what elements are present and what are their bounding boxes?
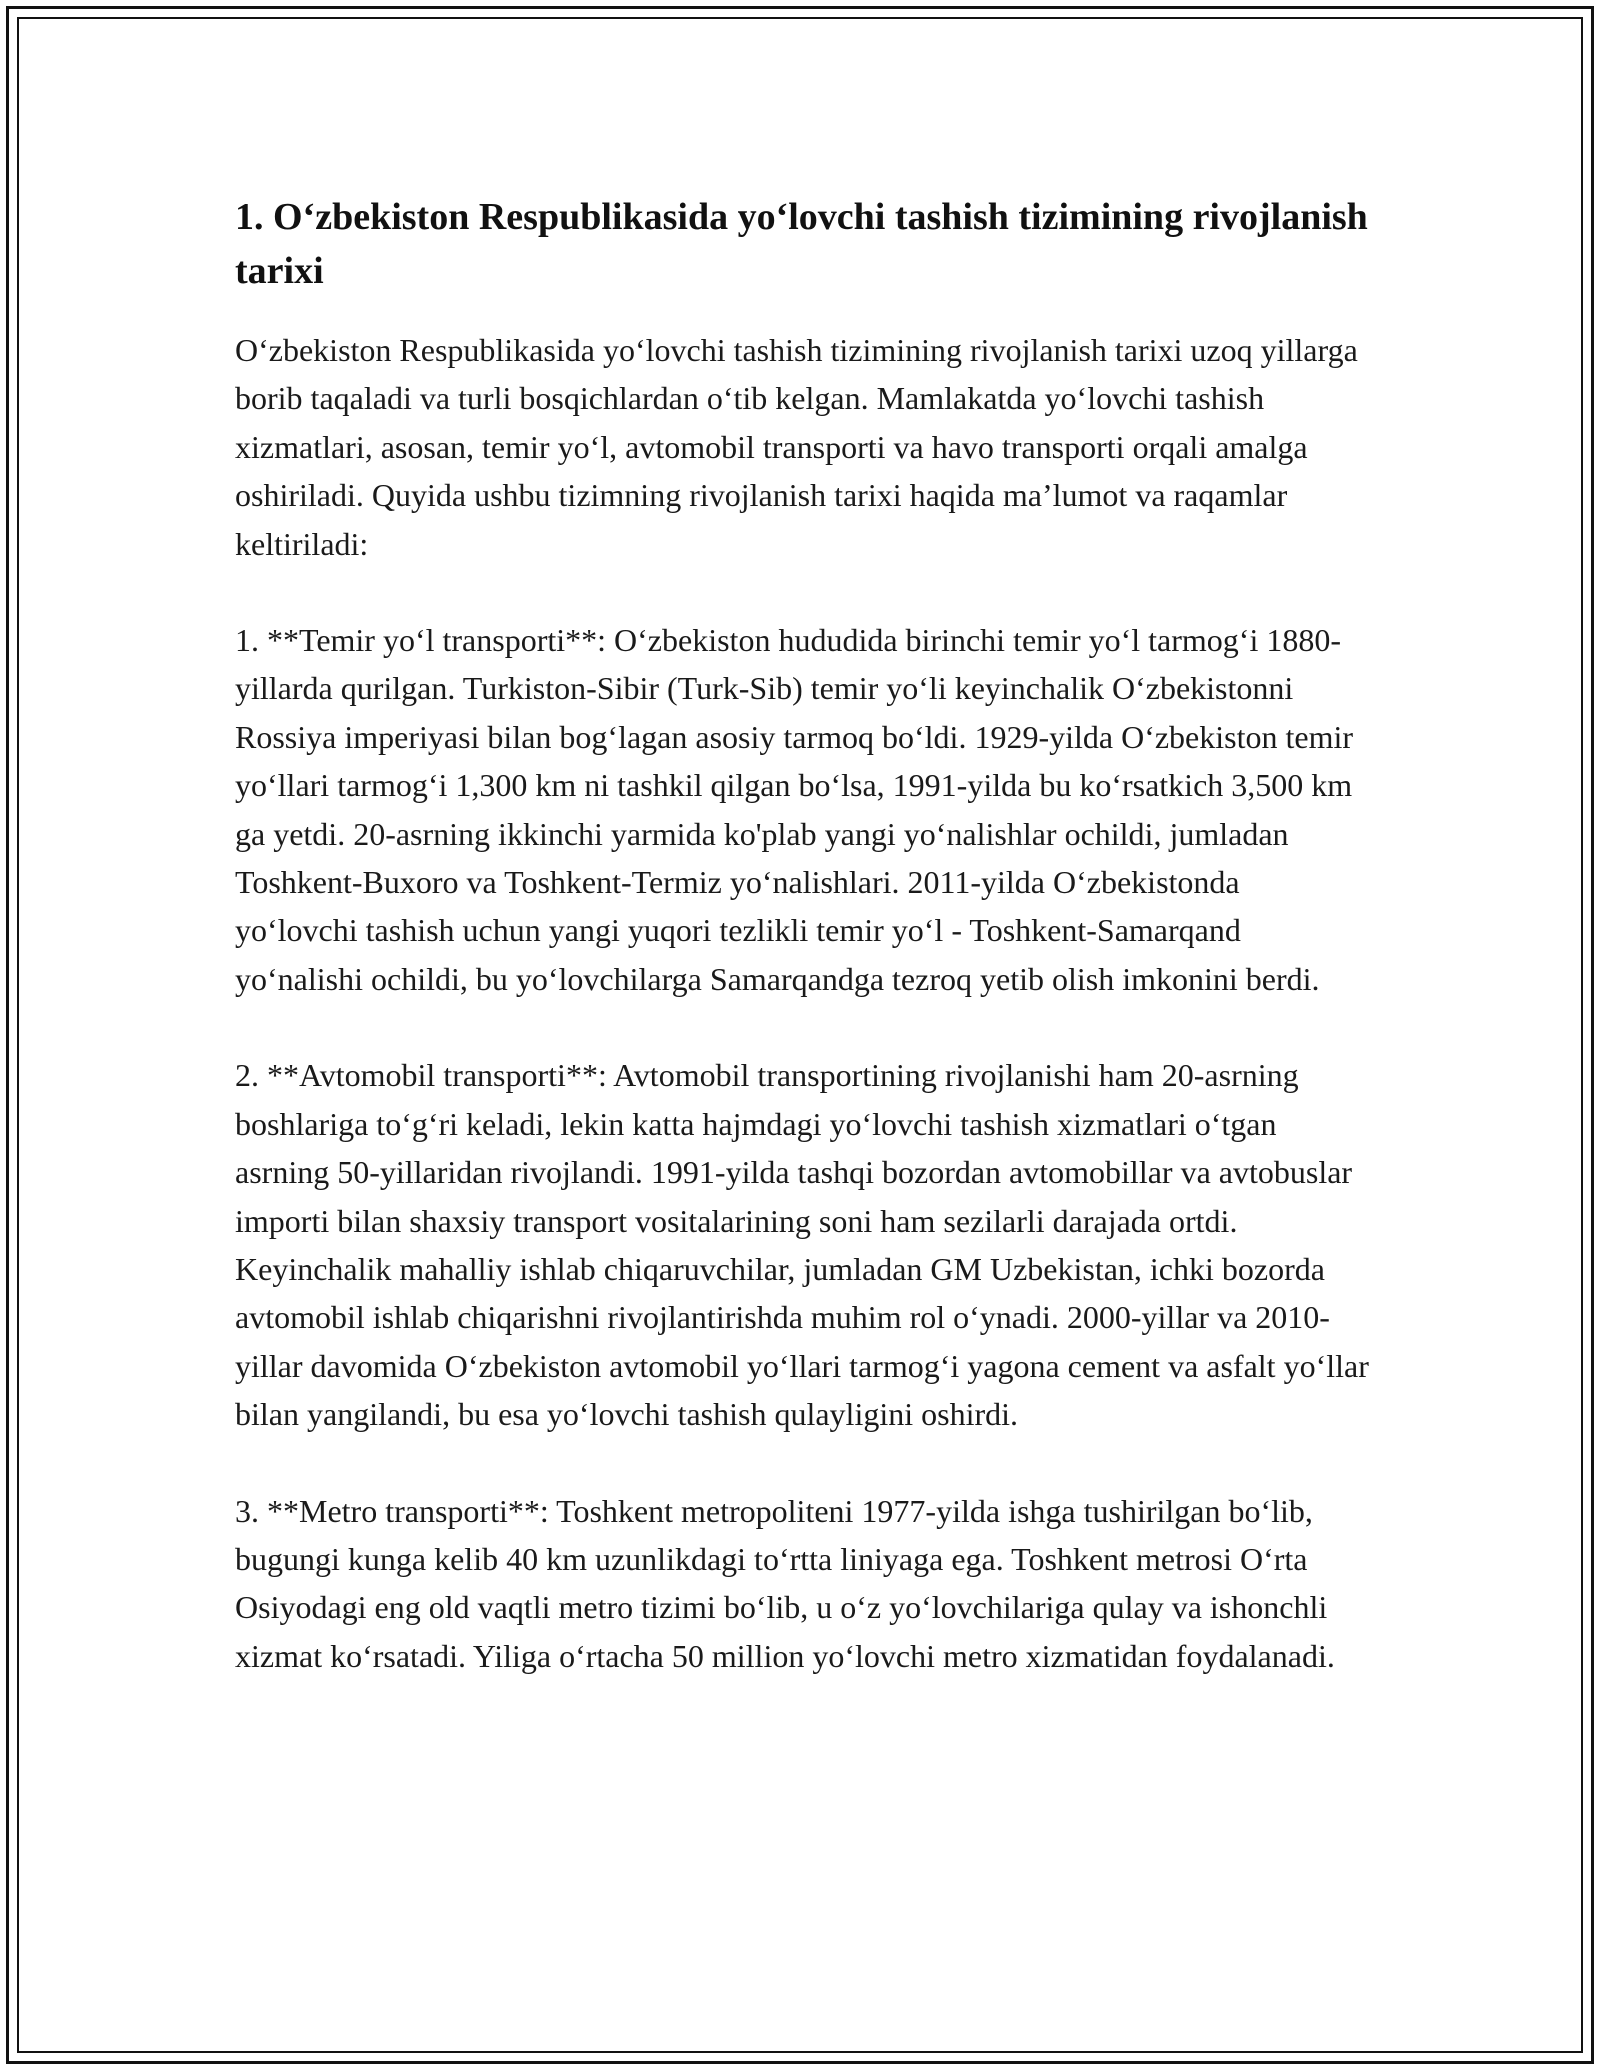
document-body	[235, 190, 1370, 1728]
paragraph-rail-transport: 1. **Temir yo‘l transporti**: O‘zbekiston hududida birinchi temir yo‘l tarmog‘i 1880-yillarda qurilgan. Turkiston-Sibir (Turk-Sib) temir yo‘li keyinchalik O‘zbekistonni Rossiya imperiyasi bilan bog‘lagan asosiy tarmoq bo‘ldi. 1929-yilda O‘zbekiston temir yo‘llari tarmog‘i 1,300 km ni tashkil qilgan bo‘lsa, 1991-yilda bu ko‘rsatkich 3,500 km ga yetdi. 20-asrning ikkinchi yarmida ko'plab yangi yo‘nalishlar ochildi, jumladan Toshkent-Buxoro va Toshkent-Termiz yo‘nalishlari. 2011-yilda O‘zbekistonda yo‘lovchi tashish uchun yangi yuqori tezlikli temir yo‘l - Toshkent-Samarqand yo‘nalishi ochildi, bu yo‘lovchilarga Samarqandga tezroq yetib olish imkonini berdi.	[235, 622, 1354, 997]
paragraph-road-transport: 2. **Avtomobil transporti**: Avtomobil transportining rivojlanishi ham 20-asrning boshlariga to‘g‘ri keladi, lekin katta hajmdagi yo‘lovchi tashish xizmatlari o‘tgan asrning 50-yillaridan rivojlandi. 1991-yilda tashqi bozordan avtomobillar va avtobuslar importi bilan shaxsiy transport vositalarining soni ham sezilarli darajada ortdi. Keyinchalik mahalliy ishlab chiqaruvchilar, jumladan GM Uzbekistan, ichki bozorda avtomobil ishlab chiqarishni rivojlantirishda muhim rol o‘ynadi. 2000-yillar va 2010-yillar davomida O‘zbekiston avtomobil yo‘llari tarmog‘i yagona cement va asfalt yo‘llar bilan yangilandi, bu esa yo‘lovchi tashish qulayligini oshirdi.	[235, 1057, 1369, 1433]
intro-paragraph: O‘zbekiston Respublikasida yo‘lovchi tashish tizimining rivojlanish tarixi uzoq yillarga borib taqaladi va turli bosqichlardan o‘tib kelgan. Mamlakatda yo‘lovchi tashish xizmatlari, asosan, temir yo‘l, avtomobil transporti va havo transporti orqali amalga oshiriladi. Quyida ushbu tizimning rivojlanish tarixi haqida ma’lumot va raqamlar keltiriladi:	[235, 332, 1358, 562]
section-heading: 1. O‘zbekiston Respublikasida yo‘lovchi tashish tizimining rivojlanish tarixi	[235, 196, 1368, 292]
paragraph-metro-transport: 3. **Metro transporti**: Toshkent metropoliteni 1977-yilda ishga tushirilgan bo‘lib, bugungi kunga kelib 40 km uzunlikdagi to‘rtta liniyaga ega. Toshkent metrosi O‘rta Osiyodagi eng old vaqtli metro tizimi bo‘lib, u o‘z yo‘lovchilariga qulay va ishonchli xizmat ko‘rsatadi. Yiliga o‘rtacha 50 million yo‘lovchi metro xizmatidan foydalanadi.	[235, 1492, 1335, 1674]
